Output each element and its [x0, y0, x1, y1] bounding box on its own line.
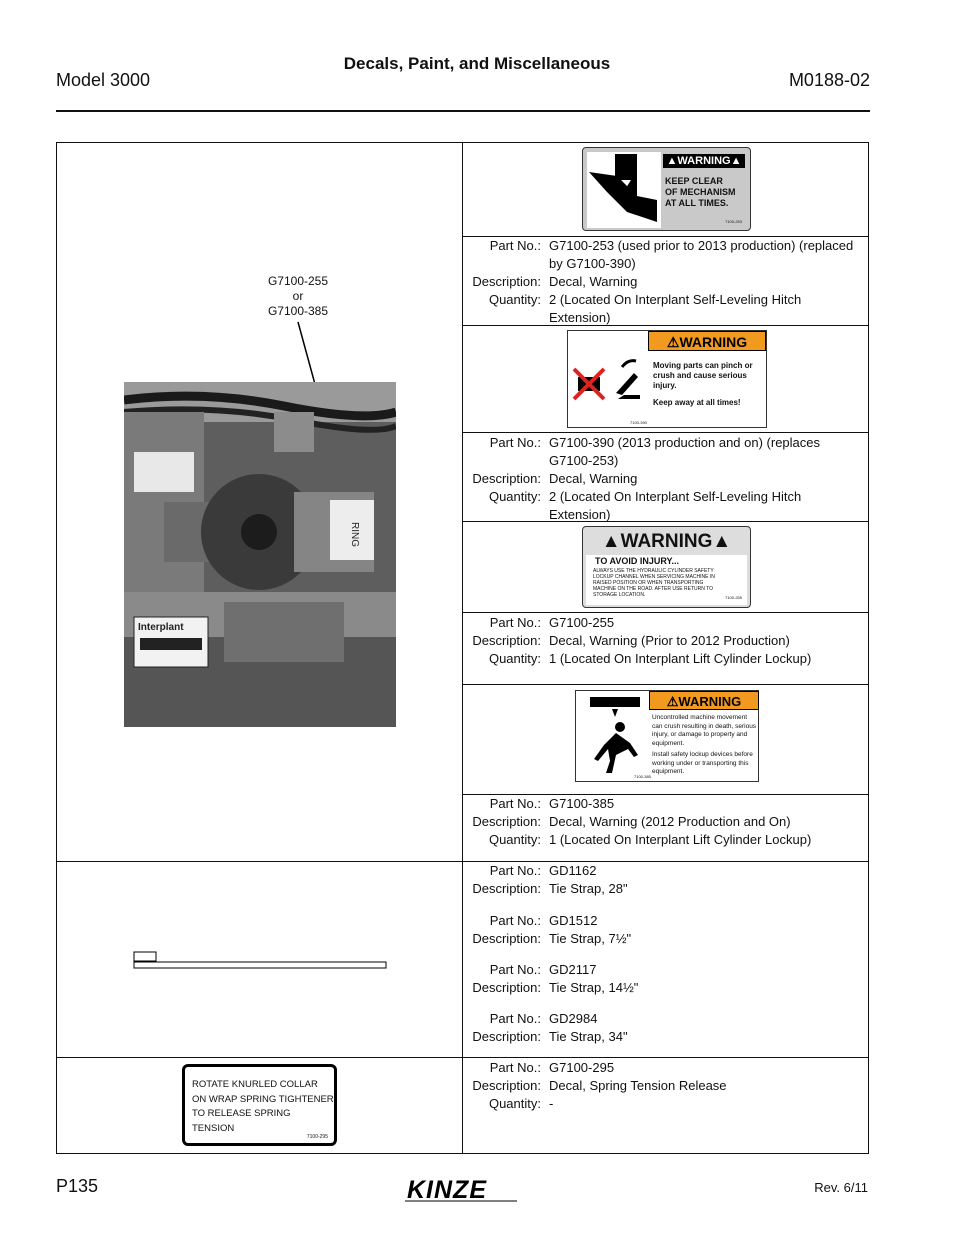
part-no-value: GD1162	[549, 863, 597, 878]
hand-pinch-icon	[587, 152, 661, 228]
quantity-label: Quantity:	[488, 832, 541, 847]
part-no-label: Part No.:	[489, 1060, 541, 1075]
part-no-value: G7100-253 (used prior to 2013 production) (replaced by G7100-390)	[549, 238, 854, 271]
description-label: Description:	[472, 1029, 541, 1044]
description-label: Description:	[472, 814, 541, 829]
description-label: Description:	[472, 881, 541, 896]
tie-strap-illustration	[130, 948, 392, 972]
part-no-value: GD2984	[549, 1011, 598, 1026]
decal1-code: 7100-253	[725, 219, 742, 224]
description-value: Decal, Warning (2012 Production and On)	[549, 814, 791, 829]
quantity-label: Quantity:	[488, 489, 541, 504]
quantity-value: 2 (Located On Interplant Self-Leveling Hitch Extension)	[549, 489, 802, 522]
quantity-label: Quantity:	[488, 651, 541, 666]
decal2-line1: Moving parts can pinch or crush and cause serious injury.	[653, 361, 753, 390]
decal5-code: 7100-295	[306, 1134, 328, 1140]
description-value: Decal, Warning	[549, 274, 638, 289]
part-no-value: G7100-255	[549, 615, 615, 630]
description-value: Tie Strap, 14½"	[549, 980, 639, 995]
callout-part-b: G7100-385	[267, 304, 329, 318]
decal5-line1: ROTATE KNURLED COLLAR	[192, 1079, 318, 1090]
decal3-warning-header: ▲WARNING▲	[601, 531, 732, 552]
decal4-warning-header: ⚠WARNING	[649, 691, 759, 710]
doc-number: M0188-02	[788, 70, 870, 90]
decal3-warning-text: WARNING	[620, 531, 713, 552]
description-value: Tie Strap, 7½"	[549, 931, 632, 946]
page-number: P135	[56, 1176, 99, 1196]
part-no-label: Part No.:	[489, 796, 541, 811]
quantity-label: Quantity:	[488, 1096, 541, 1111]
decal1-line1: KEEP CLEAR	[665, 176, 723, 186]
logo-text: KINZE	[407, 1176, 487, 1203]
decal3-subtitle: TO AVOID INJURY...	[595, 556, 680, 566]
part-no-value: GD2117	[549, 962, 597, 977]
part-no-value: G7100-295	[549, 1060, 615, 1075]
part-no-value: G7100-390 (2013 production and on) (replaces G7100-253)	[549, 435, 821, 468]
part-no-value: GD1512	[549, 913, 598, 928]
decal-g7100-390	[567, 330, 767, 428]
decal5-line3: TO RELEASE SPRING	[192, 1108, 291, 1119]
section-title: Decals, Paint, and Miscellaneous	[343, 54, 611, 73]
tie-strap-entry-4	[462, 1010, 866, 1046]
part-no-label: Part No.:	[489, 1011, 541, 1026]
decal3-code: 7100-255	[725, 595, 742, 600]
decal-g7100-385	[575, 690, 759, 782]
entry-g7100-385	[462, 795, 866, 849]
quantity-value: -	[549, 1096, 554, 1111]
entry-g7100-390	[462, 434, 866, 524]
description-label: Description:	[472, 471, 541, 486]
decal4-line2: Install safety lockup devices before working under or transporting this equipment.	[652, 751, 753, 775]
entry-g7100-255	[462, 614, 866, 668]
description-value: Decal, Spring Tension Release	[549, 1078, 727, 1093]
kinze-logo	[403, 1175, 521, 1203]
decal4-code: 7100-385	[634, 774, 651, 779]
decal3-body: ALWAYS USE THE HYDRAULIC CYLINDER SAFETY LOCKUP CHANNEL WHEN SERVICING MACHINE IN RAISED POSITION OR WHEN TRANSPORTING MACHINE ON THE ROAD. AFTER USE RETURN TO STORAGE LOCATION.	[593, 568, 715, 598]
decal2-warning-header: ⚠WARNING	[648, 331, 766, 351]
decal-g7100-255	[582, 526, 751, 608]
decal1-warning-text: WARNING	[677, 155, 731, 167]
tie-strap-entry-2	[462, 912, 866, 948]
revision: Rev. 6/11	[814, 1180, 868, 1195]
decal1-line3: AT ALL TIMES.	[665, 198, 729, 208]
quantity-label: Quantity:	[488, 292, 541, 307]
no-hand-pinch-icon	[572, 349, 644, 409]
part-no-label: Part No.:	[489, 238, 541, 253]
quantity-value: 1 (Located On Interplant Lift Cylinder Lockup)	[549, 832, 812, 847]
callout-part-a: G7100-255	[267, 274, 329, 288]
decal2-warning-text: WARNING	[679, 334, 748, 350]
description-label: Description:	[472, 274, 541, 289]
quantity-value: 2 (Located On Interplant Self-Leveling Hitch Extension)	[549, 292, 802, 325]
description-label: Description:	[472, 980, 541, 995]
description-value: Decal, Warning (Prior to 2012 Production)	[549, 633, 790, 648]
description-value: Tie Strap, 34"	[549, 1029, 628, 1044]
decal4-warning-text: WARNING	[678, 694, 742, 709]
entry-g7100-253	[462, 237, 866, 327]
model-name: Model 3000	[56, 70, 151, 90]
decal1-message	[665, 176, 751, 209]
decal2-line2: Keep away at all times!	[653, 398, 741, 407]
photo-ring-label: RING	[349, 522, 360, 547]
quantity-value: 1 (Located On Interplant Lift Cylinder Lockup)	[549, 651, 812, 666]
description-value: Tie Strap, 28"	[549, 881, 628, 896]
description-value: Decal, Warning	[549, 471, 638, 486]
entry-g7100-295	[462, 1059, 866, 1113]
description-label: Description:	[472, 931, 541, 946]
part-no-label: Part No.:	[489, 962, 541, 977]
part-no-value: G7100-385	[549, 796, 615, 811]
part-no-label: Part No.:	[489, 615, 541, 630]
decal5-line4: TENSION	[192, 1122, 235, 1134]
tie-strap-entry-1	[462, 862, 866, 898]
decal1-warning-header: ▲WARNING▲	[663, 154, 745, 168]
description-label: Description:	[472, 1078, 541, 1093]
part-no-label: Part No.:	[489, 863, 541, 878]
callout-or: or	[292, 289, 304, 303]
tie-strap-entry-3	[462, 961, 866, 997]
description-label: Description:	[472, 633, 541, 648]
decal1-line2: OF MECHANISM	[665, 187, 736, 197]
decal4-line1: Uncontrolled machine movement can crush resulting in death, serious injury, or damage to property and equipment.	[652, 714, 757, 747]
decal2-message	[653, 361, 765, 408]
decal2-code: 7100-390	[630, 420, 647, 425]
crush-hazard-icon	[584, 697, 646, 777]
decal4-message	[652, 714, 758, 777]
part-no-label: Part No.:	[489, 435, 541, 450]
decal5-line2: ON WRAP SPRING TIGHTENER	[192, 1093, 334, 1105]
part-no-label: Part No.:	[489, 913, 541, 928]
machine-photo	[124, 382, 396, 727]
decal-g7100-253	[582, 147, 751, 231]
photo-interplant-label: Interplant	[138, 622, 184, 633]
decal-g7100-295	[182, 1064, 337, 1146]
decal5-message	[192, 1078, 334, 1136]
